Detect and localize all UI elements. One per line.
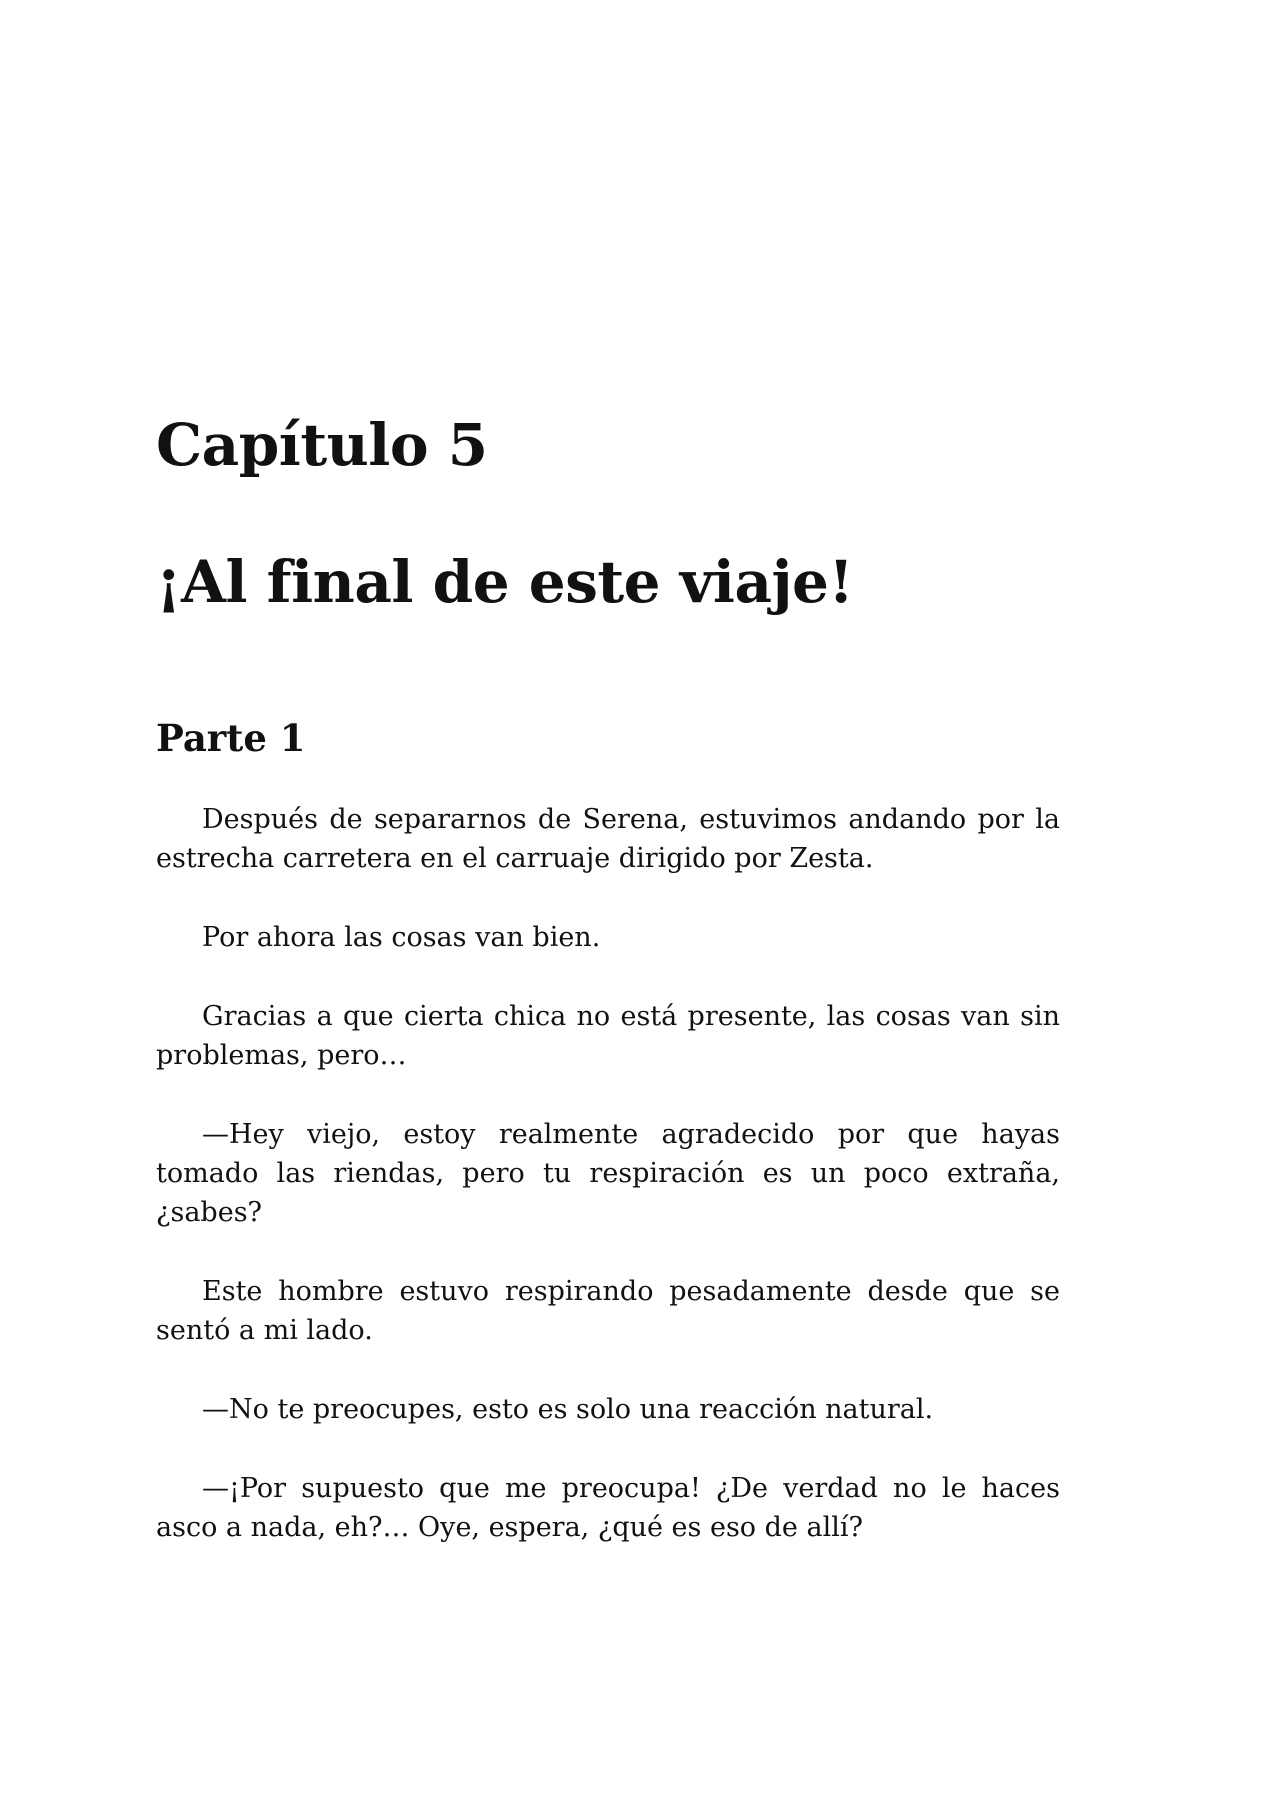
paragraph: —Hey viejo, estoy realmente agradecido por que hayas tomado las riendas, pero tu respiración es un poco extraña, ¿sabes? [156,1119,1060,1228]
chapter-subtitle: ¡Al final de este viaje! [156,548,854,616]
paragraph: Después de separarnos de Serena, estuvimos andando por la estrecha carretera en el carruaje dirigido por Zesta. [156,804,1060,874]
paragraph: Por ahora las cosas van bien. [202,922,601,953]
paragraph: Gracias a que cierta chica no está presente, las cosas van sin problemas, pero… [156,1001,1060,1071]
paragraph: Este hombre estuvo respirando pesadamente desde que se sentó a mi lado. [156,1276,1060,1346]
part-title: Parte 1 [156,716,306,760]
chapter-title: Capítulo 5 [156,411,488,479]
chapter-body [156,800,1060,1587]
paragraph: —No te preocupes, esto es solo una reacción natural. [202,1394,934,1425]
paragraph: —¡Por supuesto que me preocupa! ¿De verdad no le haces asco a nada, eh?… Oye, espera, ¿qué es eso de allí? [156,1473,1060,1543]
